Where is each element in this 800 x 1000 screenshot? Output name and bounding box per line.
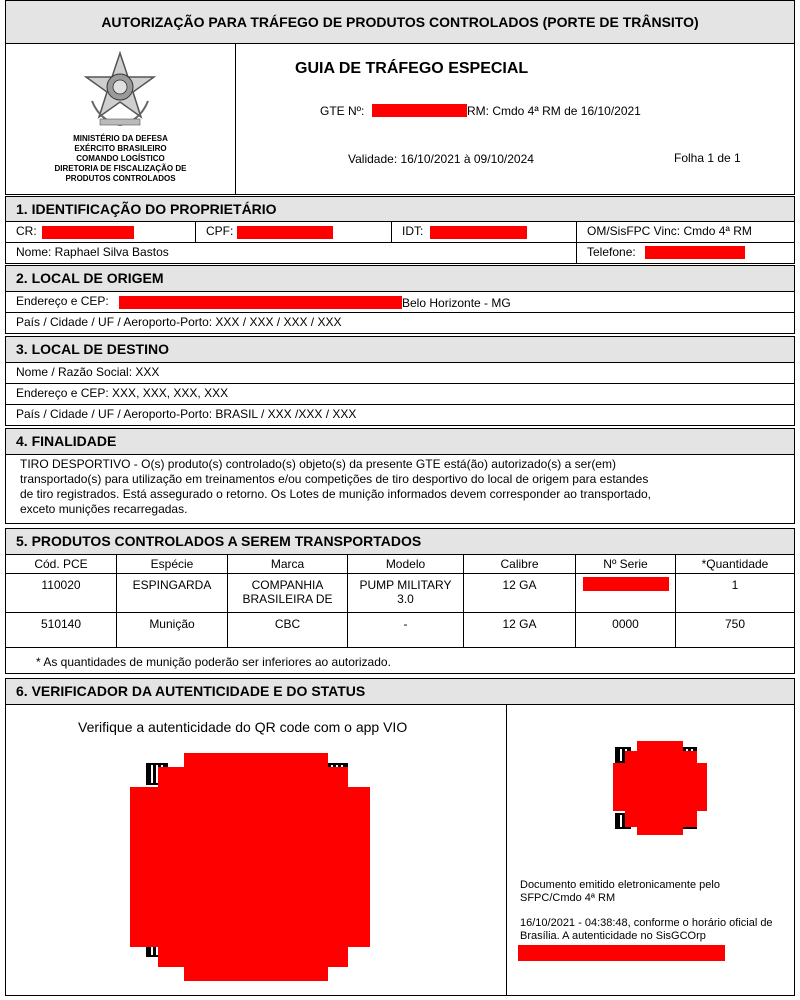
- org-line: EXÉRCITO BRASILEIRO: [74, 144, 167, 153]
- purpose-line: transportado(s) para utilização em treinamentos e/ou competições de tiro desportivo do local de origem para estandes: [20, 472, 649, 486]
- owner-name: Nome: Raphael Silva Bastos: [16, 245, 169, 259]
- purpose-line: de tiro registrados. Está assegurado o retorno. Os Lotes de munição informados devem corresponder ao transportado,: [20, 487, 652, 501]
- issued-line: Documento emitido eletronicamente pelo: [520, 879, 720, 891]
- dest-address-cell: [5, 383, 795, 405]
- dest-name: Nome / Razão Social: XXX: [16, 365, 160, 379]
- cell-text: Munição: [149, 617, 195, 631]
- redaction-serial: [583, 577, 669, 591]
- cell-text: 750: [724, 617, 746, 631]
- coat-of-arms-icon: [80, 49, 160, 129]
- cell-text: COMPANHIA: [251, 578, 324, 592]
- row2-especie: [116, 612, 228, 648]
- col-header-calibre: [463, 554, 576, 574]
- timestamp-line: 16/10/2021 - 04:38:48, conforme o horário oficial de: [520, 917, 773, 929]
- row1-calibre: [463, 573, 576, 613]
- om-cell: [576, 221, 795, 243]
- col-header-serie: [575, 554, 676, 574]
- phone-label: Telefone:: [587, 245, 636, 259]
- section4-title: 4. FINALIDADE: [16, 433, 117, 449]
- redaction-gte: [372, 104, 467, 117]
- document-title: AUTORIZAÇÃO PARA TRÁFEGO DE PRODUTOS CONTROLADOS (PORTE DE TRÂNSITO): [101, 14, 699, 30]
- origin-city: Belo Horizonte - MG: [402, 296, 511, 310]
- redaction-cpf: [237, 226, 333, 239]
- name-cell: [5, 242, 577, 264]
- cpf-label: CPF:: [206, 224, 234, 238]
- issued-line: SFPC/Cmdo 4ª RM: [520, 892, 616, 904]
- redaction-idt: [430, 226, 527, 239]
- section6-header: [5, 678, 795, 705]
- section5-header: [5, 528, 795, 555]
- row2-modelo: [347, 612, 464, 648]
- col-header-marca: [227, 554, 348, 574]
- gte-label: GTE Nº:: [320, 104, 365, 118]
- redaction-origin-address: [119, 296, 402, 309]
- row2-serie: [575, 612, 676, 648]
- org-line: DIRETORIA DE FISCALIZAÇÃO DE: [54, 164, 187, 173]
- row1-especie: [116, 573, 228, 613]
- cell-text: 1: [731, 578, 739, 592]
- cell-text: ESPINGARDA: [132, 578, 212, 592]
- section5-title: 5. PRODUTOS CONTROLADOS A SEREM TRANSPORTADOS: [16, 533, 422, 549]
- guide-box: [235, 43, 795, 195]
- qr-right-box: [506, 704, 795, 996]
- col-header-quantidade: [675, 554, 795, 574]
- section3-header: [5, 336, 795, 363]
- cell-text: 12 GA: [502, 617, 537, 631]
- org-line: COMANDO LOGÍSTICO: [76, 154, 165, 163]
- redaction-phone: [645, 246, 745, 259]
- cell-text: BRASILEIRA DE: [242, 592, 333, 606]
- redaction-qr-main: [158, 767, 348, 967]
- dest-location-cell: [5, 404, 795, 426]
- section1-header: [5, 196, 795, 222]
- col-header-text: Calibre: [500, 557, 539, 571]
- col-header-cod: [5, 554, 117, 574]
- col-header-especie: [116, 554, 228, 574]
- org-box: [5, 43, 236, 195]
- org-line: MINISTÉRIO DA DEFESA: [73, 134, 168, 143]
- section2-title: 2. LOCAL DE ORIGEM: [16, 270, 164, 286]
- section2-header: [5, 265, 795, 292]
- dest-location: País / Cidade / UF / Aeroporto-Porto: BRASIL / XXX /XXX / XXX: [16, 407, 357, 421]
- section1-title: 1. IDENTIFICAÇÃO DO PROPRIETÁRIO: [16, 201, 277, 217]
- purpose-line: TIRO DESPORTIVO - O(s) produto(s) controlado(s) objeto(s) da presente GTE está(ão) autorizado(s) a ser(em): [20, 457, 616, 471]
- quantity-note: * As quantidades de munição poderão ser inferiores ao autorizado.: [36, 655, 391, 669]
- cell-text: -: [403, 617, 408, 631]
- om-text: OM/SisFPC Vinc: Cmdo 4ª RM: [587, 224, 752, 238]
- col-header-text: Marca: [270, 557, 305, 571]
- cell-text: 110020: [41, 578, 81, 592]
- row1-cod: [5, 573, 117, 613]
- purpose-line: exceto munições recarregadas.: [20, 502, 188, 516]
- page-count: Folha 1 de 1: [674, 151, 741, 165]
- org-lines: [6, 134, 235, 184]
- row1-modelo: [347, 573, 464, 613]
- dest-address: Endereço e CEP: XXX, XXX, XXX, XXX: [16, 386, 229, 400]
- redaction-auth-code: [518, 945, 725, 961]
- redaction-cr: [42, 226, 134, 239]
- qr-left-box: [5, 704, 507, 996]
- col-header-text: Espécie: [150, 557, 194, 571]
- cell-text: 3.0: [397, 592, 414, 606]
- row1-quantidade: [675, 573, 795, 613]
- purpose-box: [5, 454, 795, 524]
- document-header: [5, 0, 795, 44]
- row2-calibre: [463, 612, 576, 648]
- section4-header: [5, 428, 795, 455]
- row2-marca: [227, 612, 348, 648]
- validity-text: Validade: 16/10/2021 à 09/10/2024: [348, 152, 534, 166]
- col-header-text: Modelo: [385, 557, 426, 571]
- redaction-qr-small: [625, 751, 697, 827]
- rm-text: RM: Cmdo 4ª RM de 16/10/2021: [467, 104, 641, 118]
- cell-text: CBC: [274, 617, 301, 631]
- timestamp-line: Brasília. A autenticidade no SisGCOrp: [520, 930, 706, 942]
- section3-title: 3. LOCAL DE DESTINO: [16, 341, 169, 357]
- origin-location: País / Cidade / UF / Aeroporto-Porto: XXX / XXX / XXX / XXX: [16, 315, 342, 329]
- timestamp-text: [520, 917, 773, 943]
- col-header-text: Nº Serie: [603, 557, 648, 571]
- issued-text: [520, 879, 720, 905]
- col-header-text: Cód. PCE: [34, 557, 88, 571]
- cell-text: 510140: [40, 617, 82, 631]
- origin-address-label: Endereço e CEP:: [16, 294, 109, 308]
- cell-text: PUMP MILITARY: [359, 578, 452, 592]
- org-line: PRODUTOS CONTROLADOS: [65, 174, 176, 183]
- idt-label: IDT:: [402, 224, 424, 238]
- cell-text: 0000: [612, 617, 639, 631]
- cr-label: CR:: [16, 224, 37, 238]
- verify-text: Verifique a autenticidade do QR code com o app VIO: [78, 719, 408, 735]
- col-header-modelo: [347, 554, 464, 574]
- dest-name-cell: [5, 362, 795, 384]
- origin-location-cell: [5, 312, 795, 334]
- col-header-text: *Quantidade: [701, 557, 769, 571]
- section6-title: 6. VERIFICADOR DA AUTENTICIDADE E DO STATUS: [16, 683, 366, 699]
- row2-cod: [5, 612, 117, 648]
- quantity-note-box: [5, 647, 795, 674]
- row1-marca: [227, 573, 348, 613]
- cell-text: 12 GA: [502, 578, 537, 592]
- guide-title: GUIA DE TRÁFEGO ESPECIAL: [295, 60, 529, 77]
- row2-quantidade: [675, 612, 795, 648]
